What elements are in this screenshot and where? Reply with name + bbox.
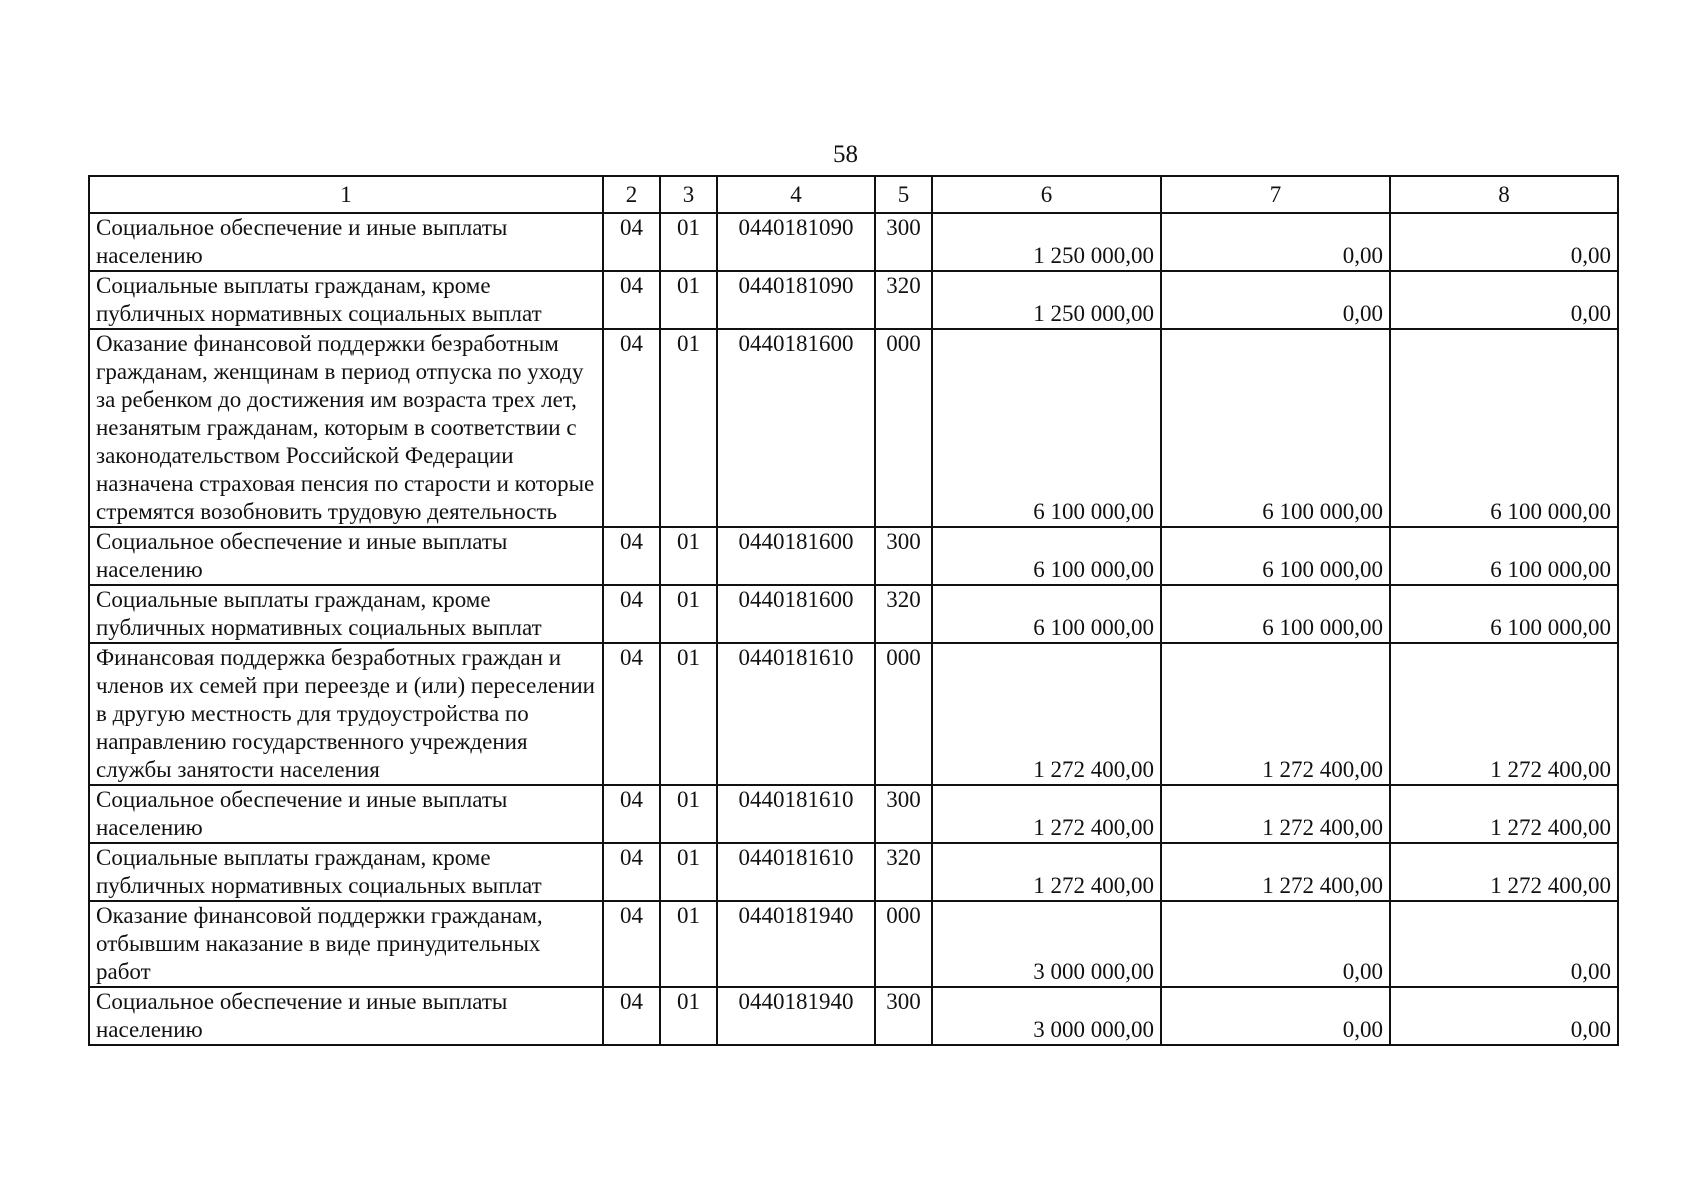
- column-header: 3: [660, 176, 717, 213]
- row-col-7: 1 272 400,00: [1161, 785, 1390, 843]
- row-col-8: 0,00: [1390, 987, 1618, 1045]
- row-col-3: 01: [660, 585, 717, 643]
- row-col-4: 0440181940: [717, 901, 875, 987]
- row-col-8: 6 100 000,00: [1390, 329, 1618, 527]
- row-col-5: 320: [875, 271, 932, 329]
- row-name: Социальные выплаты гражданам, кроме публичных нормативных социальных выплат: [89, 271, 603, 329]
- row-col-4: 0440181600: [717, 585, 875, 643]
- row-col-8: 1 272 400,00: [1390, 785, 1618, 843]
- row-col-4: 0440181090: [717, 213, 875, 271]
- row-col-5: 300: [875, 213, 932, 271]
- table-row: [89, 843, 1618, 901]
- row-col-6: 6 100 000,00: [932, 585, 1161, 643]
- column-header: 2: [603, 176, 660, 213]
- row-col-7: 0,00: [1161, 213, 1390, 271]
- row-col-5: 320: [875, 585, 932, 643]
- row-col-2: 04: [603, 271, 660, 329]
- row-col-8: 0,00: [1390, 271, 1618, 329]
- column-header: 7: [1161, 176, 1390, 213]
- row-col-6: 3 000 000,00: [932, 987, 1161, 1045]
- row-col-6: 1 250 000,00: [932, 271, 1161, 329]
- row-col-2: 04: [603, 213, 660, 271]
- row-col-5: 000: [875, 329, 932, 527]
- row-col-8: 6 100 000,00: [1390, 585, 1618, 643]
- row-col-4: 0440181610: [717, 785, 875, 843]
- row-col-7: 1 272 400,00: [1161, 843, 1390, 901]
- header-row: [89, 176, 1618, 213]
- row-col-6: 3 000 000,00: [932, 901, 1161, 987]
- row-col-4: 0440181610: [717, 643, 875, 785]
- row-col-8: 1 272 400,00: [1390, 643, 1618, 785]
- row-col-3: 01: [660, 785, 717, 843]
- page-number: 58: [833, 141, 858, 168]
- row-col-6: 6 100 000,00: [932, 329, 1161, 527]
- table-row: [89, 329, 1618, 527]
- table-row: [89, 785, 1618, 843]
- row-col-2: 04: [603, 987, 660, 1045]
- column-header: 6: [932, 176, 1161, 213]
- row-col-3: 01: [660, 271, 717, 329]
- row-col-6: 1 272 400,00: [932, 643, 1161, 785]
- row-col-2: 04: [603, 843, 660, 901]
- row-col-5: 000: [875, 901, 932, 987]
- table-row: [89, 527, 1618, 585]
- row-name: Социальные выплаты гражданам, кроме публичных нормативных социальных выплат: [89, 843, 603, 901]
- table-row: [89, 271, 1618, 329]
- row-col-3: 01: [660, 987, 717, 1045]
- table-row: [89, 987, 1618, 1045]
- row-col-2: 04: [603, 643, 660, 785]
- row-col-6: 1 272 400,00: [932, 843, 1161, 901]
- table-row: [89, 585, 1618, 643]
- row-col-7: 1 272 400,00: [1161, 643, 1390, 785]
- row-name: Социальное обеспечение и иные выплаты населению: [89, 527, 603, 585]
- row-name: Социальное обеспечение и иные выплаты населению: [89, 213, 603, 271]
- row-col-4: 0440181090: [717, 271, 875, 329]
- row-col-6: 1 272 400,00: [932, 785, 1161, 843]
- row-col-4: 0440181600: [717, 329, 875, 527]
- row-name: Социальные выплаты гражданам, кроме публичных нормативных социальных выплат: [89, 585, 603, 643]
- row-col-4: 0440181610: [717, 843, 875, 901]
- row-col-8: 6 100 000,00: [1390, 527, 1618, 585]
- column-header: 1: [89, 176, 603, 213]
- row-col-7: 6 100 000,00: [1161, 527, 1390, 585]
- row-col-5: 300: [875, 527, 932, 585]
- row-col-7: 0,00: [1161, 901, 1390, 987]
- row-col-2: 04: [603, 585, 660, 643]
- row-col-5: 300: [875, 987, 932, 1045]
- row-col-5: 300: [875, 785, 932, 843]
- row-col-6: 1 250 000,00: [932, 213, 1161, 271]
- table-row: [89, 643, 1618, 785]
- row-col-3: 01: [660, 843, 717, 901]
- row-name: Социальное обеспечение и иные выплаты населению: [89, 785, 603, 843]
- row-col-3: 01: [660, 329, 717, 527]
- row-col-2: 04: [603, 527, 660, 585]
- table-row: [89, 213, 1618, 271]
- row-col-8: 1 272 400,00: [1390, 843, 1618, 901]
- row-col-5: 320: [875, 843, 932, 901]
- column-header: 8: [1390, 176, 1618, 213]
- row-col-3: 01: [660, 643, 717, 785]
- row-name: Оказание финансовой поддержки гражданам, отбывшим наказание в виде принудительных работ: [89, 901, 603, 987]
- row-col-6: 6 100 000,00: [932, 527, 1161, 585]
- row-col-4: 0440181940: [717, 987, 875, 1045]
- row-col-7: 0,00: [1161, 987, 1390, 1045]
- column-header: 5: [875, 176, 932, 213]
- row-col-8: 0,00: [1390, 901, 1618, 987]
- row-col-4: 0440181600: [717, 527, 875, 585]
- row-col-7: 0,00: [1161, 271, 1390, 329]
- row-col-3: 01: [660, 527, 717, 585]
- row-col-2: 04: [603, 785, 660, 843]
- row-name: Оказание финансовой поддержки безработным гражданам, женщинам в период отпуска по уходу за ребенком до достижения им возраста трех лет, незанятым гражданам, которым в соответствии с законодательством Российской Федерации назначена страховая пенсия по старости и которые стремятся возобновить трудовую деятельность: [89, 329, 603, 527]
- budget-table: [88, 175, 1619, 1046]
- row-col-3: 01: [660, 901, 717, 987]
- row-col-7: 6 100 000,00: [1161, 585, 1390, 643]
- table-row: [89, 901, 1618, 987]
- column-header: 4: [717, 176, 875, 213]
- row-name: Социальное обеспечение и иные выплаты населению: [89, 987, 603, 1045]
- row-col-2: 04: [603, 329, 660, 527]
- row-col-3: 01: [660, 213, 717, 271]
- row-col-8: 0,00: [1390, 213, 1618, 271]
- row-col-2: 04: [603, 901, 660, 987]
- row-col-5: 000: [875, 643, 932, 785]
- row-name: Финансовая поддержка безработных граждан и членов их семей при переезде и (или) переселении в другую местность для трудоустройства по направлению государственного учреждения службы занятости населения: [89, 643, 603, 785]
- row-col-7: 6 100 000,00: [1161, 329, 1390, 527]
